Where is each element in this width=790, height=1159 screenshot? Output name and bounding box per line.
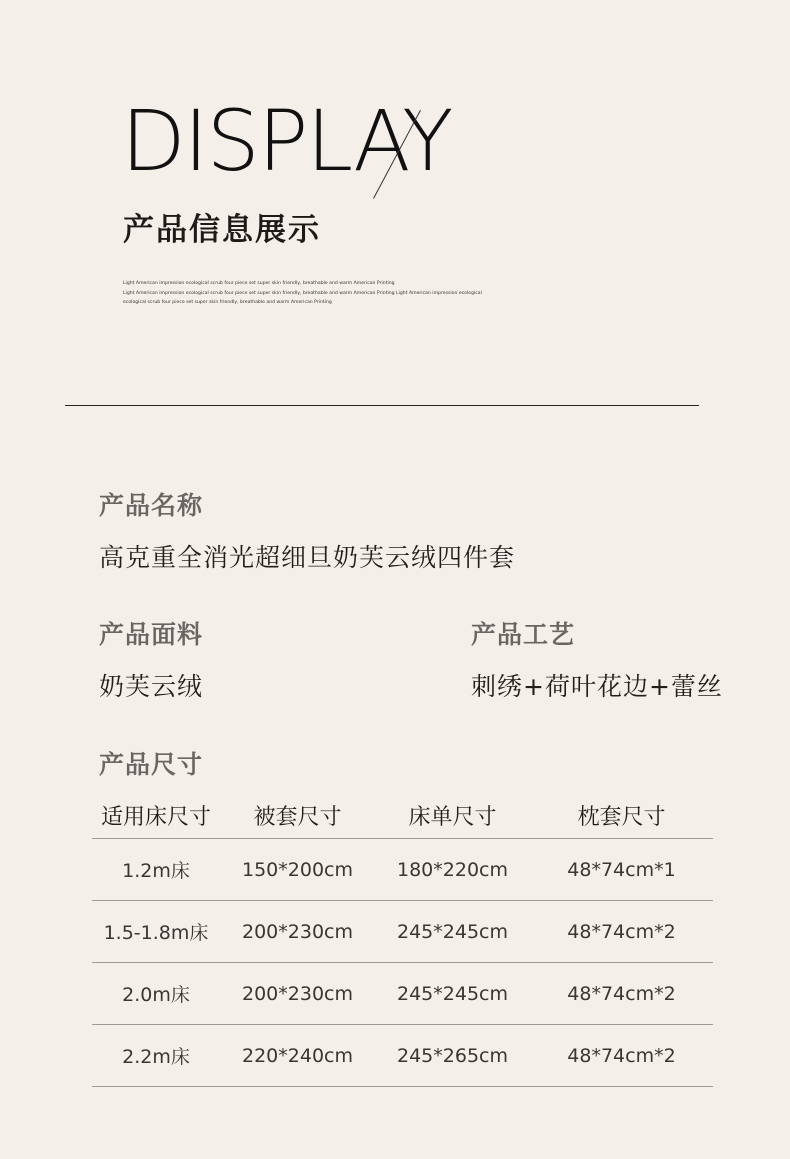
bed-size-cell: 2.2m床 <box>92 1025 220 1087</box>
sheet-size-cell: 180*220cm <box>375 839 530 901</box>
header-bed-size: 适用床尺寸 <box>92 792 220 839</box>
description-line-3: ecological scrub four piece set super skin friendly, breathable and warm American Printing <box>123 300 332 305</box>
table-row <box>92 901 713 963</box>
product-fabric-value: 奶芙云绒 <box>99 672 204 701</box>
english-description <box>123 279 483 308</box>
table-row <box>92 963 713 1025</box>
product-fabric-label: 产品面料 <box>99 620 204 649</box>
bed-size-cell: 2.0m床 <box>92 963 220 1025</box>
product-size-label: 产品尺寸 <box>99 750 204 779</box>
bed-size-cell: 1.5-1.8m床 <box>92 901 220 963</box>
duvet-size-cell: 150*200cm <box>220 839 375 901</box>
sheet-size-cell: 245*245cm <box>375 901 530 963</box>
duvet-size-cell: 200*230cm <box>220 901 375 963</box>
table-row <box>92 1025 713 1087</box>
description-line-2: Light American impression ecological scrub four piece set super skin friendly, breathable and warm American Printing Light American impression ecological <box>123 290 482 296</box>
pillowcase-size-cell: 48*74cm*2 <box>530 963 713 1025</box>
table-header-row <box>92 792 713 839</box>
header-duvet-size: 被套尺寸 <box>220 792 375 839</box>
pillowcase-size-cell: 48*74cm*1 <box>530 839 713 901</box>
duvet-size-cell: 220*240cm <box>220 1025 375 1087</box>
header-sheet-size: 床单尺寸 <box>375 792 530 839</box>
duvet-size-cell: 200*230cm <box>220 963 375 1025</box>
description-line-1: Light American impression ecological scrub four piece set super skin friendly, breathable and warm American Printing <box>123 281 395 286</box>
sheet-size-cell: 245*265cm <box>375 1025 530 1087</box>
product-craft-value: 刺绣+荷叶花边+蕾丝 <box>471 672 723 701</box>
display-title: DISPLAY <box>121 92 452 190</box>
section-divider <box>65 405 699 406</box>
product-name-value: 高克重全消光超细旦奶芙云绒四件套 <box>99 543 516 572</box>
product-craft-label: 产品工艺 <box>471 620 576 649</box>
pillowcase-size-cell: 48*74cm*2 <box>530 901 713 963</box>
page-subtitle: 产品信息展示 <box>123 212 321 248</box>
table-row <box>92 839 713 901</box>
product-name-label: 产品名称 <box>99 491 204 520</box>
pillowcase-size-cell: 48*74cm*2 <box>530 1025 713 1087</box>
bed-size-cell: 1.2m床 <box>92 839 220 901</box>
size-table <box>92 792 713 1087</box>
sheet-size-cell: 245*245cm <box>375 963 530 1025</box>
header-pillowcase-size: 枕套尺寸 <box>530 792 713 839</box>
